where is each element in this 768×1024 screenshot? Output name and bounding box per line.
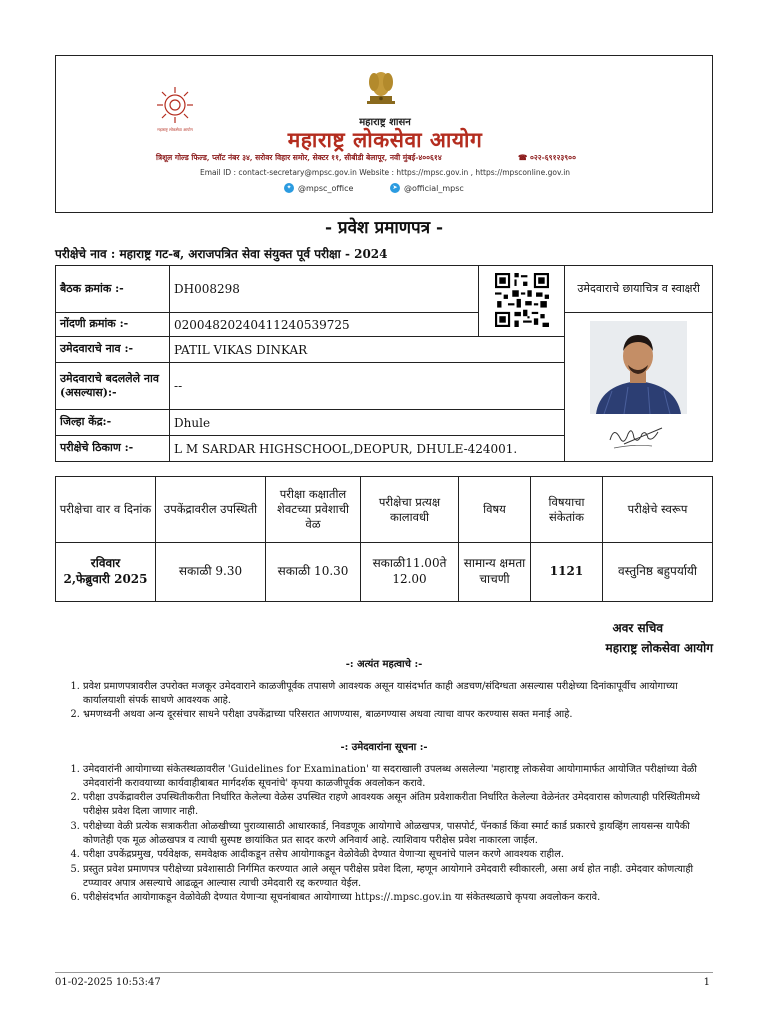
schedule-row <box>56 543 713 602</box>
exam-subject: सामान्य क्षमता चाचणी <box>459 543 531 602</box>
schedule-header-last-entry: परीक्षा कक्षातील शेवटच्या प्रवेशाची वेळ <box>266 477 361 543</box>
instruction-item: 3. परीक्षेच्या वेळी प्रत्येक सत्राकरीता ओळखीच्या पुराव्यासाठी आधारकार्ड, निवडणूक आयोगाचे ओळखपत्र, पासपोर्ट, पॅनकार्ड किंवा स्मार्ट कार्ड प्रकारचे ड्रायव्हिंग लायसन्स यापैकी कोणतेही एक मूळ ओळखपत्र व त्याची सुस्पष्ट छायांकित प्रत सादर करणे अनिवार्य आहे. त्याशिवाय परीक्षेस प्रवेश नाकारला जाईल. <box>83 820 708 847</box>
telegram-handle <box>390 183 464 193</box>
schedule-header-date: परीक्षेचा वार व दिनांक <box>56 477 156 543</box>
instruction-item: 6. परीक्षेसंदर्भात आयोगाकडून वेळोवेळी देण्यात येणाऱ्या सूचनांबाबत आयोगाच्या https://.mpsc.gov.in या संकेतस्थळाचे कृपया अवलोकन करावे. <box>83 891 708 905</box>
schedule-header-format: परीक्षेचे स्वरूप <box>603 477 713 543</box>
candidate-photo <box>590 321 687 414</box>
attendance-time: सकाळी 9.30 <box>156 543 266 602</box>
telegram-icon: ➤ <box>390 183 400 193</box>
logo-text: महाराष्ट्र लोकसेवा आयोग <box>157 127 193 132</box>
telegram-text: @official_mpsc <box>404 183 464 193</box>
exam-venue-value: L M SARDAR HIGHSCHOOL,DEOPUR, DHULE-424001. <box>170 436 565 462</box>
registration-number-value: 0200482024041124053972​5 <box>170 313 479 337</box>
instruction-item: 1. उमेदवारांनी आयोगाच्या संकेतस्थळावरील 'Guidelines for Examination' या सदराखाली उपलब्ध असलेल्या 'महाराष्ट्र लोकसेवा आयोगामार्फत आयोजित परीक्षांच्या वेळी उमेदवारांनी करावयाच्या कार्यवाहीबाबत मार्गदर्शक सूचनांचे' कृपया काळजीपूर्वक अवलोकन करावे. <box>83 763 708 790</box>
exam-date: 2,फेब्रुवारी 2025 <box>63 572 148 586</box>
registration-number-label: नोंदणी क्रमांक :- <box>56 313 170 337</box>
signatory-block <box>606 618 713 659</box>
schedule-header-attendance: उपकेंद्रावरील उपस्थिती <box>156 477 266 543</box>
instructions-list <box>83 763 708 906</box>
exam-day-date <box>56 543 156 602</box>
important-item: 1. प्रवेश प्रमाणपत्रावरील उपरोक्त मजकूर उमेदवाराने काळजीपूर्वक तपासणे आवश्यक असून यासंदर्भात काही अडचण/संदिग्धता असल्यास परीक्षेच्या दिनांकापूर्वीच आयोगाच्या कार्यालयाशी संपर्क साधणे आवश्यक आहे. <box>83 680 708 707</box>
district-center-value: Dhule <box>170 410 565 436</box>
schedule-header-duration: परीक्षेचा प्रत्यक्ष कालावधी <box>361 477 459 543</box>
subject-code: 1121 <box>531 543 603 602</box>
exam-format: वस्तुनिष्ठ बहुपर्यायी <box>603 543 713 602</box>
exam-day: रविवार <box>90 556 121 571</box>
page-number: 1 <box>703 977 710 988</box>
candidate-name-label: उमेदवाराचे नाव :- <box>56 337 170 363</box>
exam-name: परीक्षेचे नाव : महाराष्ट्र गट-ब, अराजपत्रित सेवा संयुक्त पूर्व परीक्षा - 2024 <box>55 247 388 261</box>
print-timestamp: 01-02-2025 10:53:47 <box>55 977 161 988</box>
signatory-org: महाराष्ट्र लोकसेवा आयोग <box>605 641 713 656</box>
candidate-info-table <box>55 265 713 462</box>
instruction-item: 4. परीक्षा उपकेंद्रप्रमुख, पर्यवेक्षक, समवेक्षक आदीकडून तसेच आयोगाकडून वेळोवेळी देण्यात येणाऱ्या सूचनांचे पालन करणे आवश्यक राहील. <box>83 848 708 862</box>
district-center-label: जिल्हा केंद्र:- <box>56 410 170 436</box>
instructions-heading: -: उमेदवारांना सूचना :- <box>340 742 428 753</box>
office-phone: ☎ ०२२-६९१२३९०० <box>518 153 576 162</box>
seat-number-label: बैठक क्रमांक :- <box>56 266 170 313</box>
twitter-handle <box>284 183 353 193</box>
office-address: त्रिशूल गोल्ड फिल्ड, प्लॉट नंबर ३४, सरोवर विहार समोर, सेक्टर ११, सीबीडी बेलापूर, नवी मुंबई-४००६१४ <box>156 153 442 162</box>
schedule-header-subject: विषय <box>459 477 531 543</box>
government-label: महाराष्ट्र शासन <box>359 117 411 128</box>
photo-heading: उमेदवाराचे छायाचित्र व स्वाक्षरी <box>565 266 713 313</box>
qr-code-cell <box>479 266 565 337</box>
schedule-header-code: विषयाचा संकेतांक <box>531 477 603 543</box>
instruction-item: 2. परीक्षा उपकेंद्रावरील उपस्थितीकरीता निर्धारित केलेल्या वेळेस उपस्थित राहणे आवश्यक असून अंतिम प्रवेशाकरीता निर्धारित केलेल्या वेळेनंतर उमेदवारास कोणत्याही परिस्थितीमध्ये परीक्षेस प्रवेश दिला जाणार नाही. <box>83 791 708 818</box>
header-box <box>55 55 713 213</box>
important-heading: -: अत्यंत महत्वाचे :- <box>345 659 423 670</box>
contact-line: Email ID : contact-secretary@mpsc.gov.in Website : https://mpsc.gov.in , https://mpsconline.gov.in <box>199 168 571 177</box>
important-list <box>83 680 708 723</box>
twitter-text: @mpsc_office <box>298 183 354 193</box>
organization-title: महाराष्ट्र लोकसेवा आयोग <box>287 127 483 152</box>
footer-divider <box>55 972 713 973</box>
exam-duration: सकाळी11.00ते 12.00 <box>361 543 459 602</box>
photo-signature-cell <box>565 313 713 462</box>
national-emblem-icon <box>364 66 398 110</box>
document-title: - प्रवेश प्रमाणपत्र - <box>324 218 444 238</box>
phone-number: ०२२-६९१२३९०० <box>529 153 576 162</box>
twitter-icon: ✦ <box>284 183 294 193</box>
seat-number-value: DH008298 <box>170 266 479 313</box>
qr-code-icon <box>495 273 549 327</box>
candidate-name-value: PATIL VIKAS DINKAR <box>170 337 565 363</box>
exam-venue-label: परीक्षेचे ठिकाण :- <box>56 436 170 462</box>
signatory-title: अवर सचिव <box>612 621 663 635</box>
changed-name-value: -- <box>170 363 565 410</box>
candidate-signature <box>604 418 674 454</box>
exam-schedule-table <box>55 476 713 602</box>
important-item: 2. भ्रमणध्वनी अथवा अन्य दूरसंचार साधने परीक्षा उपकेंद्राच्या परिसरात आणण्यास, बाळगण्यास अथवा त्याचा वापर करण्यास सक्त मनाई आहे. <box>83 708 708 722</box>
last-entry-time: सकाळी 10.30 <box>266 543 361 602</box>
instruction-item: 5. प्रस्तुत प्रवेश प्रमाणपत्र परीक्षेच्या प्रवेशासाठी निर्गमित करण्यात आले असून परीक्षेस प्रवेश दिला, म्हणून आयोगाने उमेदवारी स्वीकारली, असा अर्थ होत नाही. उमेदवार कोणत्याही टप्प्यावर अपात्र असल्याचे आढळून आल्यास त्याची उमेदवारी रद्द करण्यात येईल. <box>83 863 708 890</box>
changed-name-label: उमेदवाराचे बदललेले नाव (असल्यास):- <box>56 363 170 410</box>
